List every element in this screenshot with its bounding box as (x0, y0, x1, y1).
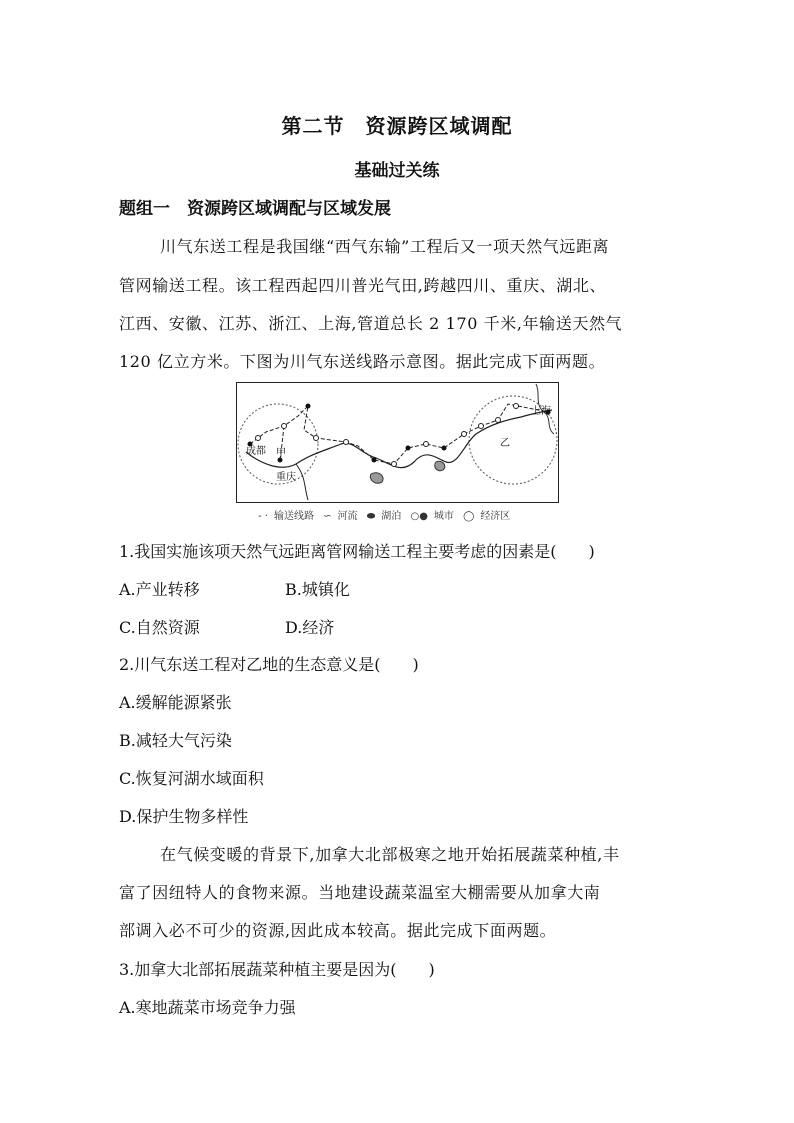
q2-option-d[interactable]: D.保护生物多样性 (119, 807, 249, 826)
passage2-line: 在气候变暖的背景下,加拿大北部极寒之地开始拓展蔬菜种植,丰 (160, 845, 620, 864)
q1-option-b[interactable]: B.城镇化 (285, 580, 350, 599)
q1-option-d[interactable]: D.经济 (285, 618, 335, 637)
legend-city-icon: ○● (410, 511, 428, 522)
city-marker (314, 436, 319, 441)
legend-city: 城市 (433, 511, 454, 522)
legend-route: 输送线路 (273, 511, 314, 522)
q2-stem: 2.川气东送工程对乙地的生态意义是( ) (119, 655, 419, 674)
lake (435, 461, 445, 471)
label-chongqing: 重庆 (276, 472, 296, 483)
q3-stem: 3.加拿大北部拓展蔬菜种植主要是因为( ) (119, 960, 435, 979)
city-marker (479, 424, 484, 429)
city-marker (406, 446, 411, 451)
city-marker (496, 418, 501, 423)
legend-lake: 湖泊 (381, 511, 402, 522)
legend-lake-icon: ⬬ (366, 511, 376, 522)
label-yi: 乙 (500, 438, 510, 449)
map-legend (258, 507, 516, 522)
city-marker (462, 432, 467, 437)
q1-option-a[interactable]: A.产业转移 (119, 580, 200, 599)
passage1-line: 川气东送工程是我国继“西气东输”工程后又一项天然气远距离 (160, 237, 610, 256)
label-shanghai: 上海 (531, 406, 551, 417)
legend-zone-icon: ◯ (463, 511, 475, 522)
city-marker (514, 404, 519, 409)
passage2-line: 部调入必不可少的资源,因此成本较高。据此完成下面两题。 (119, 921, 557, 940)
city-marker (256, 436, 261, 441)
q1-stem: 1.我国实施该项天然气远距离管网输送工程主要考虑的因素是( ) (119, 542, 595, 561)
label-jia: 甲 (276, 448, 286, 459)
q1-option-c[interactable]: C.自然资源 (119, 618, 200, 637)
q2-option-a[interactable]: A.缓解能源紧张 (119, 693, 232, 712)
legend-river-icon: ∽ (323, 511, 332, 522)
city-marker (392, 462, 397, 467)
question-group-heading: 题组一 资源跨区域调配与区域发展 (119, 199, 391, 219)
passage1-line: 江西、安徽、江苏、浙江、上海,管道总长 2 170 千米,年输送天然气 (119, 314, 623, 333)
q2-option-b[interactable]: B.减轻大气污染 (119, 731, 232, 750)
city-marker (344, 440, 349, 445)
city-marker (306, 404, 311, 409)
passage2-line: 富了因纽特人的食物来源。当地建设蔬菜温室大棚需要从加拿大南 (119, 883, 601, 902)
city-marker (372, 458, 377, 463)
pipeline-route-map (236, 382, 559, 504)
label-chengdu: 成都 (246, 446, 266, 457)
section-subtitle: 基础过关练 (354, 161, 440, 181)
city-marker (442, 446, 447, 451)
passage1-line: 120 亿立方米。下图为川气东送线路示意图。据此完成下面两题。 (119, 352, 606, 371)
passage1-line: 管网输送工程。该工程西起四川普光气田,跨越四川、重庆、湖北、 (119, 276, 607, 295)
legend-river: 河流 (337, 511, 358, 522)
page-title: 第二节 资源跨区域调配 (281, 114, 513, 138)
legend-zone: 经济区 (480, 511, 511, 522)
q3-option-a[interactable]: A.寒地蔬菜市场竞争力强 (119, 998, 296, 1017)
q2-option-c[interactable]: C.恢复河湖水域面积 (119, 769, 264, 788)
city-marker (282, 424, 287, 429)
city-marker (424, 442, 429, 447)
legend-route-icon: - · (258, 511, 268, 522)
